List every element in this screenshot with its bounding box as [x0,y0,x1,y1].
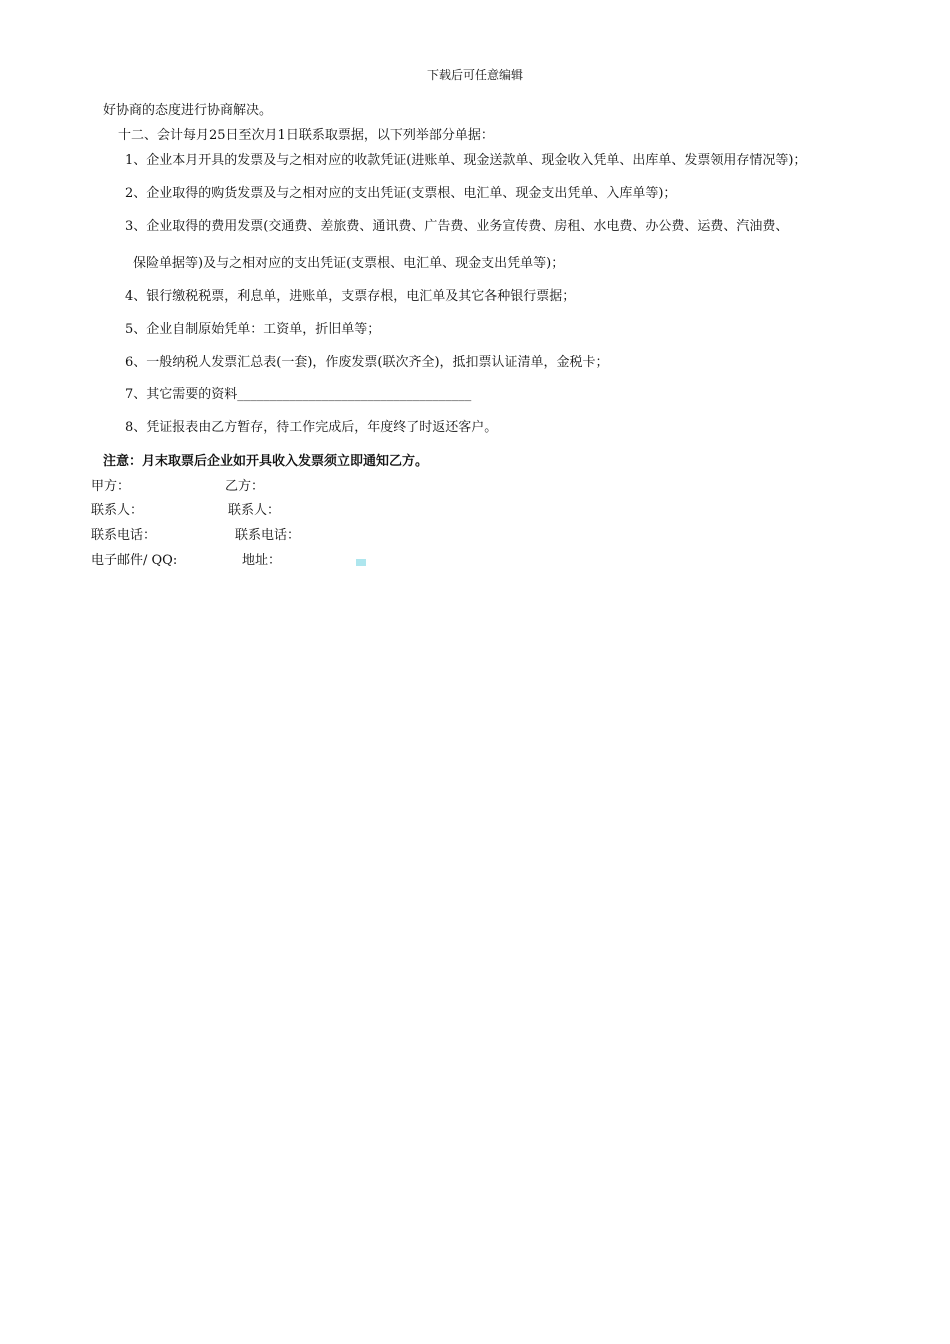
list-item: 1、企业本月开具的发票及与之相对应的收款凭证(进账单、现金送款单、现金收入凭单、出库单、发票领用存情况等)； [125,153,807,168]
phone-b-label: 联系电话： [235,528,301,543]
list-item: 4、银行缴税税票，利息单，进账单，支票存根，电汇单及其它各种银行票据； [125,289,576,304]
party-a-label: 甲方： [91,479,131,494]
list-item: 7、其它需要的资料____________________________________ [125,387,472,402]
address-b-label: 地址： [242,553,282,568]
cursor-marker [356,559,366,566]
list-item: 2、企业取得的购货发票及与之相对应的支出凭证(支票根、电汇单、现金支出凭单、入库单等)； [125,186,677,201]
page-header-note: 下载后可任意编辑 [426,68,523,82]
party-b-label: 乙方： [225,479,265,494]
list-item: 8、凭证报表由乙方暂存，待工作完成后，年度终了时返还客户。 [125,420,498,435]
section-twelve-heading: 十二、会计每月25日至次月1日联系取票据，以下列举部分单据： [118,128,494,143]
email-a-label: 电子邮件/ QQ: [91,553,178,568]
phone-a-label: 联系电话： [91,528,157,543]
list-item: 3、企业取得的费用发票(交通费、差旅费、通讯费、广告费、业务宣传费、房租、水电费、办公费、运费、汽油费、 [125,219,789,234]
list-item-continuation: 保险单据等)及与之相对应的支出凭证(支票根、电汇单、现金支出凭单等)； [133,256,565,271]
list-item: 6、一般纳税人发票汇总表(一套)，作废发票(联次齐全)，抵扣票认证清单，金税卡； [125,355,609,370]
notice-text: 注意：月末取票后企业如开具收入发票须立即通知乙方。 [103,454,429,469]
contact-a-label: 联系人： [91,503,144,518]
list-item: 5、企业自制原始凭单：工资单，折旧单等； [125,322,381,337]
contact-b-label: 联系人： [228,503,281,518]
continuation-text: 好协商的态度进行协商解决。 [103,103,273,118]
